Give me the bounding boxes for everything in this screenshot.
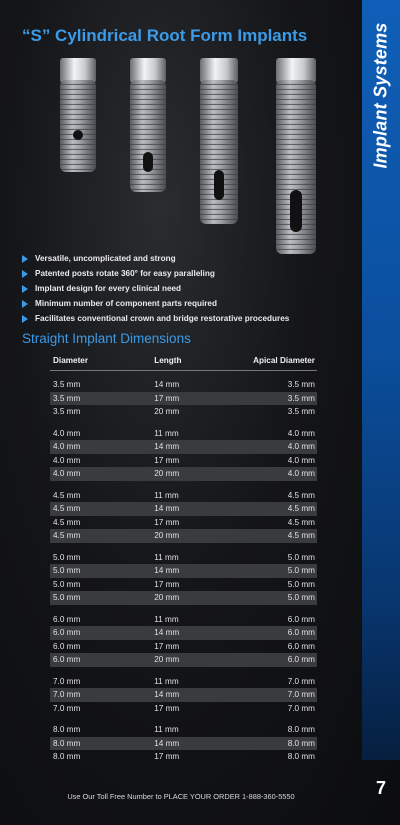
implant-4: [276, 58, 316, 254]
table-cell: 6.0 mm: [53, 641, 81, 651]
table-cell: 4.0 mm: [287, 428, 315, 438]
table-cell: 4.5 mm: [53, 531, 81, 541]
table-row: [50, 702, 317, 716]
table-cell: 17 mm: [154, 455, 180, 465]
triangle-bullet-icon: [22, 300, 28, 308]
table-cell: 20 mm: [154, 593, 180, 603]
table-row: [50, 578, 317, 592]
table-cell: 7.0 mm: [287, 690, 315, 700]
feature-list: [22, 251, 289, 326]
table-cell: 5.0 mm: [287, 579, 315, 589]
table-cell: 20 mm: [154, 407, 180, 417]
table-cell: 7.0 mm: [53, 703, 81, 713]
table-row: [50, 591, 317, 605]
table-cell: 6.0 mm: [287, 655, 315, 665]
table-row: [50, 750, 317, 764]
table-row: [50, 551, 317, 565]
dimensions-table: [50, 350, 317, 764]
table-row: [50, 378, 317, 392]
table-header: [50, 350, 317, 371]
table-group: [50, 613, 317, 667]
table-group: [50, 378, 317, 419]
table-row: [50, 427, 317, 441]
table-cell: 5.0 mm: [287, 593, 315, 603]
table-cell: 8.0 mm: [287, 725, 315, 735]
page-title: “S” Cylindrical Root Form Implants: [22, 26, 308, 45]
table-cell: 14 mm: [154, 504, 180, 514]
table-cell: 4.0 mm: [53, 442, 81, 452]
implant-3: [200, 58, 238, 224]
table-cell: 17 mm: [154, 752, 180, 762]
dimensions-heading: Straight Implant Dimensions: [22, 331, 191, 346]
table-cell: 11 mm: [154, 552, 179, 562]
table-cell: 14 mm: [154, 442, 180, 452]
table-body: [50, 378, 317, 764]
table-cell: 17 mm: [154, 579, 180, 589]
table-cell: 4.5 mm: [53, 504, 81, 514]
table-row: [50, 675, 317, 689]
implant-1: [60, 58, 96, 172]
table-row: [50, 405, 317, 419]
table-cell: 3.5 mm: [287, 407, 315, 417]
table-cell: 7.0 mm: [287, 703, 315, 713]
table-cell: 6.0 mm: [53, 628, 81, 638]
table-row: [50, 626, 317, 640]
table-cell: 5.0 mm: [53, 579, 81, 589]
table-cell: 14 mm: [154, 566, 180, 576]
table-cell: 11 mm: [154, 725, 179, 735]
table-group: [50, 551, 317, 605]
table-cell: 3.5 mm: [287, 393, 315, 403]
table-row: [50, 640, 317, 654]
table-cell: 3.5 mm: [53, 380, 81, 390]
table-cell: 3.5 mm: [53, 407, 81, 417]
table-row: [50, 440, 317, 454]
table-cell: 4.5 mm: [287, 517, 315, 527]
table-cell: 14 mm: [154, 380, 180, 390]
table-cell: 20 mm: [154, 469, 180, 479]
table-cell: 17 mm: [154, 641, 180, 651]
triangle-bullet-icon: [22, 255, 28, 263]
table-cell: 5.0 mm: [53, 566, 81, 576]
table-row: [50, 489, 317, 503]
table-cell: 8.0 mm: [53, 752, 81, 762]
table-cell: 4.0 mm: [287, 455, 315, 465]
implant-2: [130, 58, 166, 192]
table-row: [50, 613, 317, 627]
table-row: [50, 737, 317, 751]
table-cell: 4.0 mm: [53, 469, 81, 479]
table-cell: 17 mm: [154, 517, 180, 527]
table-row: [50, 467, 317, 481]
table-row: [50, 653, 317, 667]
table-cell: 14 mm: [154, 628, 180, 638]
table-row: [50, 564, 317, 578]
table-row: [50, 688, 317, 702]
table-cell: 14 mm: [154, 690, 180, 700]
table-cell: 5.0 mm: [287, 552, 315, 562]
table-cell: 4.5 mm: [287, 531, 315, 541]
table-cell: 4.5 mm: [287, 504, 315, 514]
side-tab-label: Implant Systems: [370, 21, 391, 169]
table-row: [50, 516, 317, 530]
table-row: [50, 454, 317, 468]
table-cell: 20 mm: [154, 531, 180, 541]
table-cell: 8.0 mm: [53, 725, 81, 735]
table-cell: 17 mm: [154, 393, 180, 403]
implants-photo: [40, 50, 340, 260]
header-apical-diameter: Apical Diameter: [253, 355, 315, 365]
table-row: [50, 723, 317, 737]
feature-item: Minimum number of component parts required: [22, 296, 289, 311]
table-cell: 8.0 mm: [287, 738, 315, 748]
table-cell: 4.5 mm: [287, 490, 315, 500]
table-cell: 4.5 mm: [53, 490, 81, 500]
table-cell: 11 mm: [154, 428, 179, 438]
table-cell: 4.0 mm: [287, 442, 315, 452]
table-cell: 11 mm: [154, 490, 179, 500]
side-tab-label-wrap: [362, 20, 400, 170]
table-cell: 6.0 mm: [53, 614, 81, 624]
table-cell: 20 mm: [154, 655, 180, 665]
table-cell: 6.0 mm: [53, 655, 81, 665]
header-diameter: Diameter: [53, 355, 89, 365]
table-group: [50, 427, 317, 481]
table-cell: 14 mm: [154, 738, 180, 748]
table-cell: 3.5 mm: [287, 380, 315, 390]
table-cell: 11 mm: [154, 676, 179, 686]
table-group: [50, 675, 317, 716]
table-cell: 6.0 mm: [287, 614, 315, 624]
table-cell: 5.0 mm: [287, 566, 315, 576]
table-group: [50, 723, 317, 764]
table-cell: 7.0 mm: [53, 676, 81, 686]
table-cell: 4.5 mm: [53, 517, 81, 527]
table-cell: 4.0 mm: [53, 455, 81, 465]
table-group: [50, 489, 317, 543]
table-row: [50, 502, 317, 516]
table-cell: 17 mm: [154, 703, 180, 713]
order-footer: Use Our Toll Free Number to PLACE YOUR ORDER 1-888-360-5550: [67, 792, 295, 801]
feature-item: Facilitates conventional crown and bridge restorative procedures: [22, 311, 289, 326]
table-cell: 7.0 mm: [287, 676, 315, 686]
table-cell: 3.5 mm: [53, 393, 81, 403]
table-cell: 6.0 mm: [287, 628, 315, 638]
page-number: 7: [375, 778, 386, 798]
header-length: Length: [154, 355, 182, 365]
table-row: [50, 529, 317, 543]
triangle-bullet-icon: [22, 270, 28, 278]
feature-item: Implant design for every clinical need: [22, 281, 289, 296]
feature-item: Versatile, uncomplicated and strong: [22, 251, 289, 266]
table-cell: 4.0 mm: [287, 469, 315, 479]
table-cell: 8.0 mm: [287, 752, 315, 762]
table-cell: 11 mm: [154, 614, 179, 624]
table-cell: 5.0 mm: [53, 593, 81, 603]
table-cell: 4.0 mm: [53, 428, 81, 438]
triangle-bullet-icon: [22, 285, 28, 293]
table-row: [50, 392, 317, 406]
table-cell: 5.0 mm: [53, 552, 81, 562]
table-cell: 8.0 mm: [53, 738, 81, 748]
table-cell: 7.0 mm: [53, 690, 81, 700]
feature-item: Patented posts rotate 360° for easy paralleling: [22, 266, 289, 281]
table-cell: 6.0 mm: [287, 641, 315, 651]
triangle-bullet-icon: [22, 315, 28, 323]
